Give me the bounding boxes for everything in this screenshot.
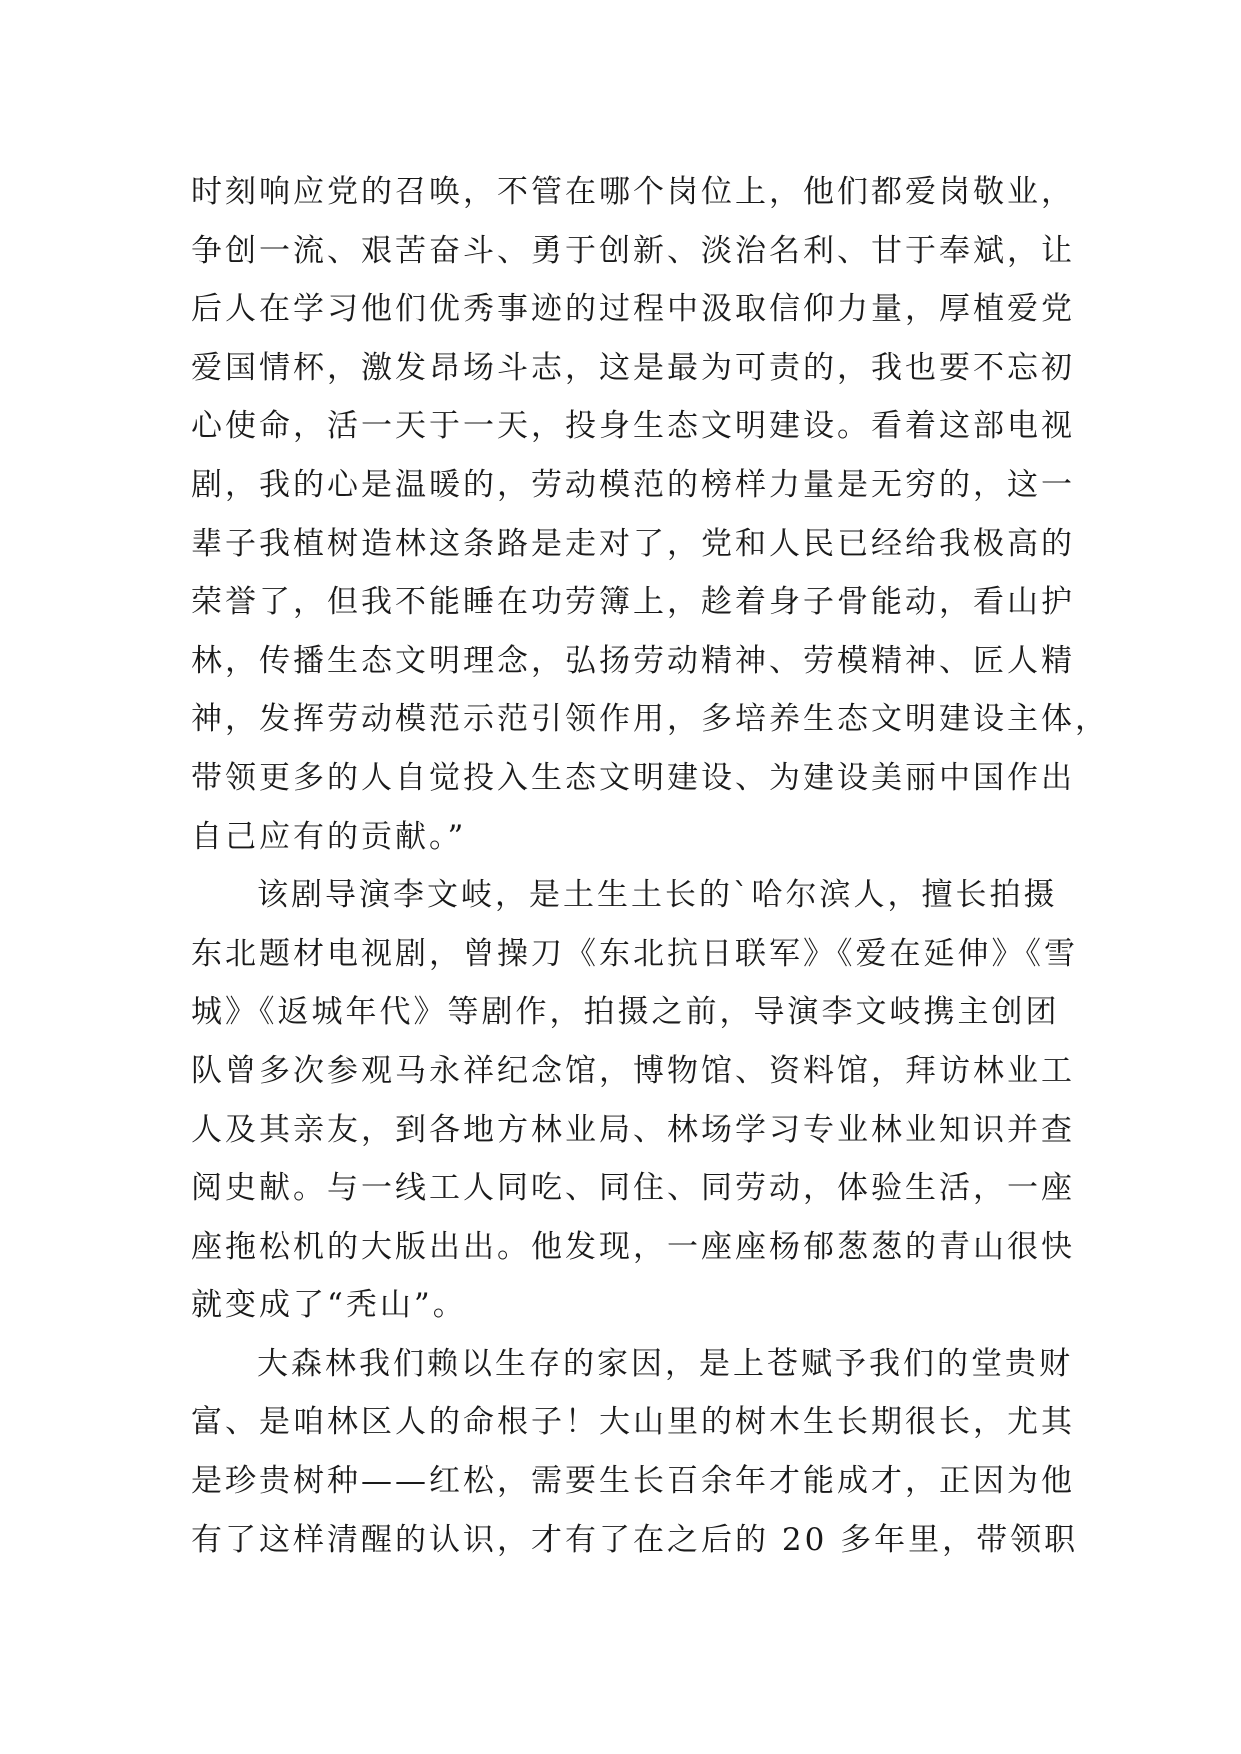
body-text [191, 163, 1109, 1569]
text-line: 该剧导演李文岐，是土生土长的`哈尔滨人，擅长拍摄 [257, 877, 1058, 914]
text-line: 座拖松机的大版出出。他发现，一座座杨郁葱葱的青山很快 [191, 1228, 1075, 1265]
text-line: 爱国情杯，激发昂场斗志，这是最为可责的，我也要不忘初 [191, 349, 1075, 386]
text-line: 时刻响应党的召唤，不管在哪个岗位上，他们都爱岗敬业， [191, 174, 1075, 210]
text-line: 大森林我们赖以生存的家因，是上苍赋予我们的堂贵财 [257, 1345, 1073, 1382]
text-line: 剧，我的心是温暖的，劳动模范的榜样力量是无穷的，这一 [191, 466, 1075, 503]
text-line: 辈子我植树造林这条路是走对了，党和人民已经给我极高的 [191, 525, 1075, 562]
text-line: 心使命，活一天于一天，投身生态文明建设。看着这部电视 [191, 408, 1075, 445]
text-line: 东北题材电视剧，曾操刀《东北抗日联军》《爱在延伸》《雪 [191, 935, 1078, 972]
text-line: 带领更多的人自觉投入生态文明建设、为建设美丽中国作出 [191, 759, 1075, 796]
text-line: 富、是咱林区人的命根子！大山里的树木生长期很长，尤其 [191, 1404, 1075, 1441]
text-line: 队曾多次参观马永祥纪念馆，博物馆、资料馆，拜访林业工 [191, 1052, 1075, 1089]
paragraph [191, 163, 1109, 866]
text-line: 自己应有的贡献。” [191, 818, 467, 855]
text-line: 林，传播生态文明理念，弘扬劳动精神、劳模精神、匠人精 [191, 642, 1075, 679]
text-line: 神，发挥劳动模范示范引领作用，多培养生态文明建设主体， [191, 701, 1109, 738]
text-line: 后人在学习他们优秀事迹的过程中汲取信仰力量，厚植爱党 [191, 291, 1075, 328]
text-line: 城》《返城年代》等剧作，拍摄之前，导演李文岐携主创团 [191, 994, 1060, 1031]
paragraph [191, 866, 1078, 1335]
text-line: 就变成了“秃山”。 [191, 1287, 467, 1324]
paragraph [191, 1335, 1079, 1569]
text-line: 是珍贵树种——红松，需要生长百余年才能成才，正因为他 [191, 1463, 1075, 1500]
text-line: 荣誉了，但我不能睡在功劳簿上，趁着身子骨能动，看山护 [191, 584, 1075, 621]
text-line: 人及其亲友，到各地方林业局、林场学习专业林业知识并查 [191, 1111, 1075, 1148]
text-line: 争创一流、艰苦奋斗、勇于创新、淡治名利、甘于奉斌，让 [191, 232, 1075, 269]
text-line: 阅史献。与一线工人同吃、同住、同劳动，体验生活，一座 [191, 1170, 1075, 1207]
text-line: 有了这样清醒的认识，才有了在之后的 20 多年里，带领职 [191, 1521, 1079, 1558]
